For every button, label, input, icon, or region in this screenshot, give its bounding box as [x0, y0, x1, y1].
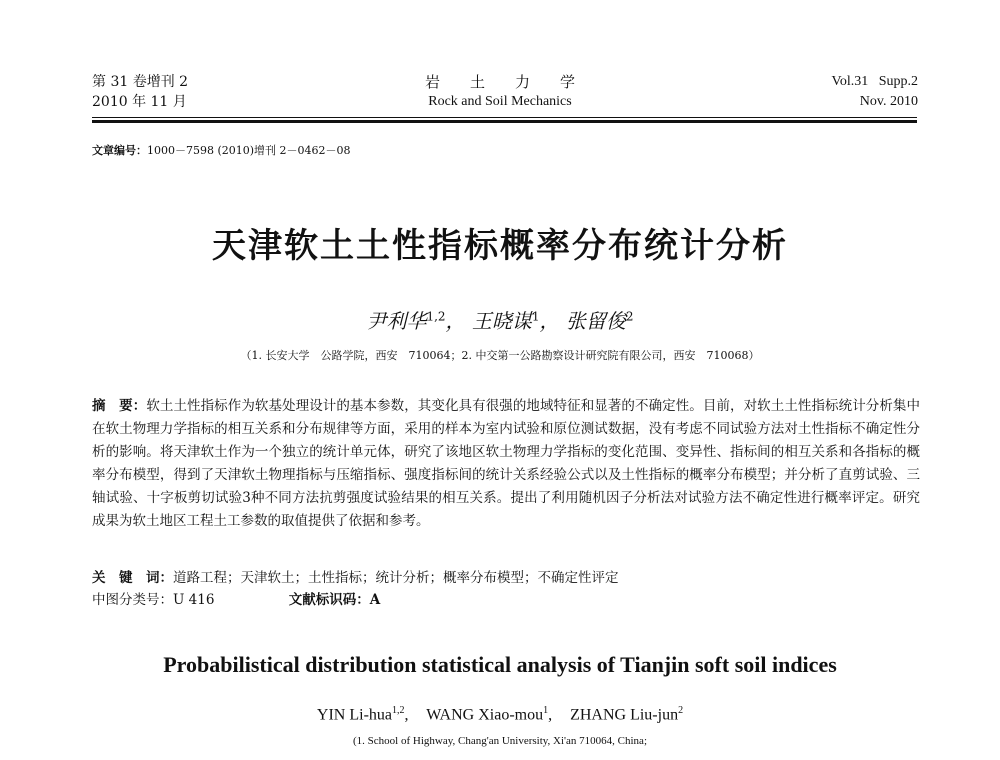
- abstract-text: 软土土性指标作为软基处理设计的基本参数，其变化具有很强的地域特征和显著的不确定性。目前，对软土土性指标统计分析集中在软土物理力学指标的相互关系和分布规律等方面，采用的样本为室内试验和原位测试数据，没有考虑不同试验方法对土性指标不确定性分析的影响。将天津软土作为一个独立的统计单元体，研究了该地区软土物理力学指标的变化范围、变异性、指标间的相互关系和各指标的概率分布模型，得到了天津软土物理指标与压缩指标、强度指标间的统计关系经验公式以及土性指标的概率分布模型；并分析了直剪试验、三轴试验、十字板剪切试验3种不同方法抗剪强度试验结果的相互关系。提出了利用随机因子分析法对试验方法不确定性进行概率评定。研究成果为软土地区工程土工参数的取值提供了依据和参考。: [92, 398, 921, 529]
- author-cn-sup: 2: [625, 309, 634, 324]
- author-en: ZHANG Liu-jun: [570, 706, 679, 724]
- header-rule-thin: [92, 117, 917, 118]
- header-right: [832, 72, 918, 112]
- keywords-label: 关 键 词：: [92, 570, 173, 586]
- date-cn: 2010 年 11 月: [92, 94, 187, 110]
- article-number: [92, 142, 351, 158]
- document-code-value: A: [369, 592, 381, 608]
- author-cn-sup: 1,2: [426, 309, 446, 324]
- volume-cn: 第 31 卷增刊 2: [92, 74, 189, 90]
- title-cn: 天津软土土性指标概率分布统计分析: [212, 226, 788, 266]
- document-code: [289, 592, 380, 608]
- author-cn-sup: 1: [531, 309, 540, 324]
- author-en-sup: 1: [543, 705, 549, 716]
- article-number-label: 文章编号：: [92, 144, 147, 157]
- date-en: Nov. 2010: [859, 94, 918, 109]
- journal-en: Rock and Soil Mechanics: [428, 94, 572, 109]
- volume-en: Vol.31 Supp.2: [831, 74, 918, 89]
- clc-number: 中图分类号：U 416: [92, 592, 215, 608]
- abstract-label: 摘 要：: [92, 398, 147, 414]
- affiliation-cn: （1. 长安大学 公路学院，西安 710064；2. 中交第一公路勘察设计研究院有限公司，西安 710068）: [240, 349, 760, 362]
- abstract-cn: [92, 395, 920, 533]
- affiliation-en: (1. School of Highway, Chang'an University, Xi'an 710064, China;: [353, 735, 647, 747]
- authors-en: YIN Li-hua$^{1,2}$, WANG Xiao-mou$^1$, ZHANG Liu-jun$^2$: [316, 705, 684, 724]
- author-cn: 王晓谋: [471, 309, 532, 333]
- document-code-label: 文献标识码：: [288, 592, 370, 608]
- title-en: Probabilistical distribution statistical analysis of Tianjin soft soil indices: [163, 652, 837, 677]
- author-en-sup: 1,2: [392, 705, 405, 716]
- author-cn: 张留俊: [565, 309, 626, 333]
- authors-cn: 尹利华$^{1,2}$， 王晓谋$^1$， 张留俊$^2$: [366, 309, 634, 333]
- classification: [92, 589, 380, 611]
- author-en: YIN Li-hua: [316, 706, 392, 724]
- keywords-text: 道路工程；天津软土；土性指标；统计分析；概率分布模型；不确定性评定: [173, 570, 619, 586]
- keywords-cn: [92, 567, 920, 589]
- journal-cn: 岩土力学: [424, 73, 605, 91]
- author-en-sup: 2: [678, 705, 684, 716]
- author-cn: 尹利华: [366, 309, 427, 333]
- article-number-value: 1000－7598 (2010)增刊 2－0462－08: [147, 144, 351, 157]
- header-rule-thick: [92, 120, 917, 123]
- author-en: WANG Xiao-mou: [426, 706, 544, 724]
